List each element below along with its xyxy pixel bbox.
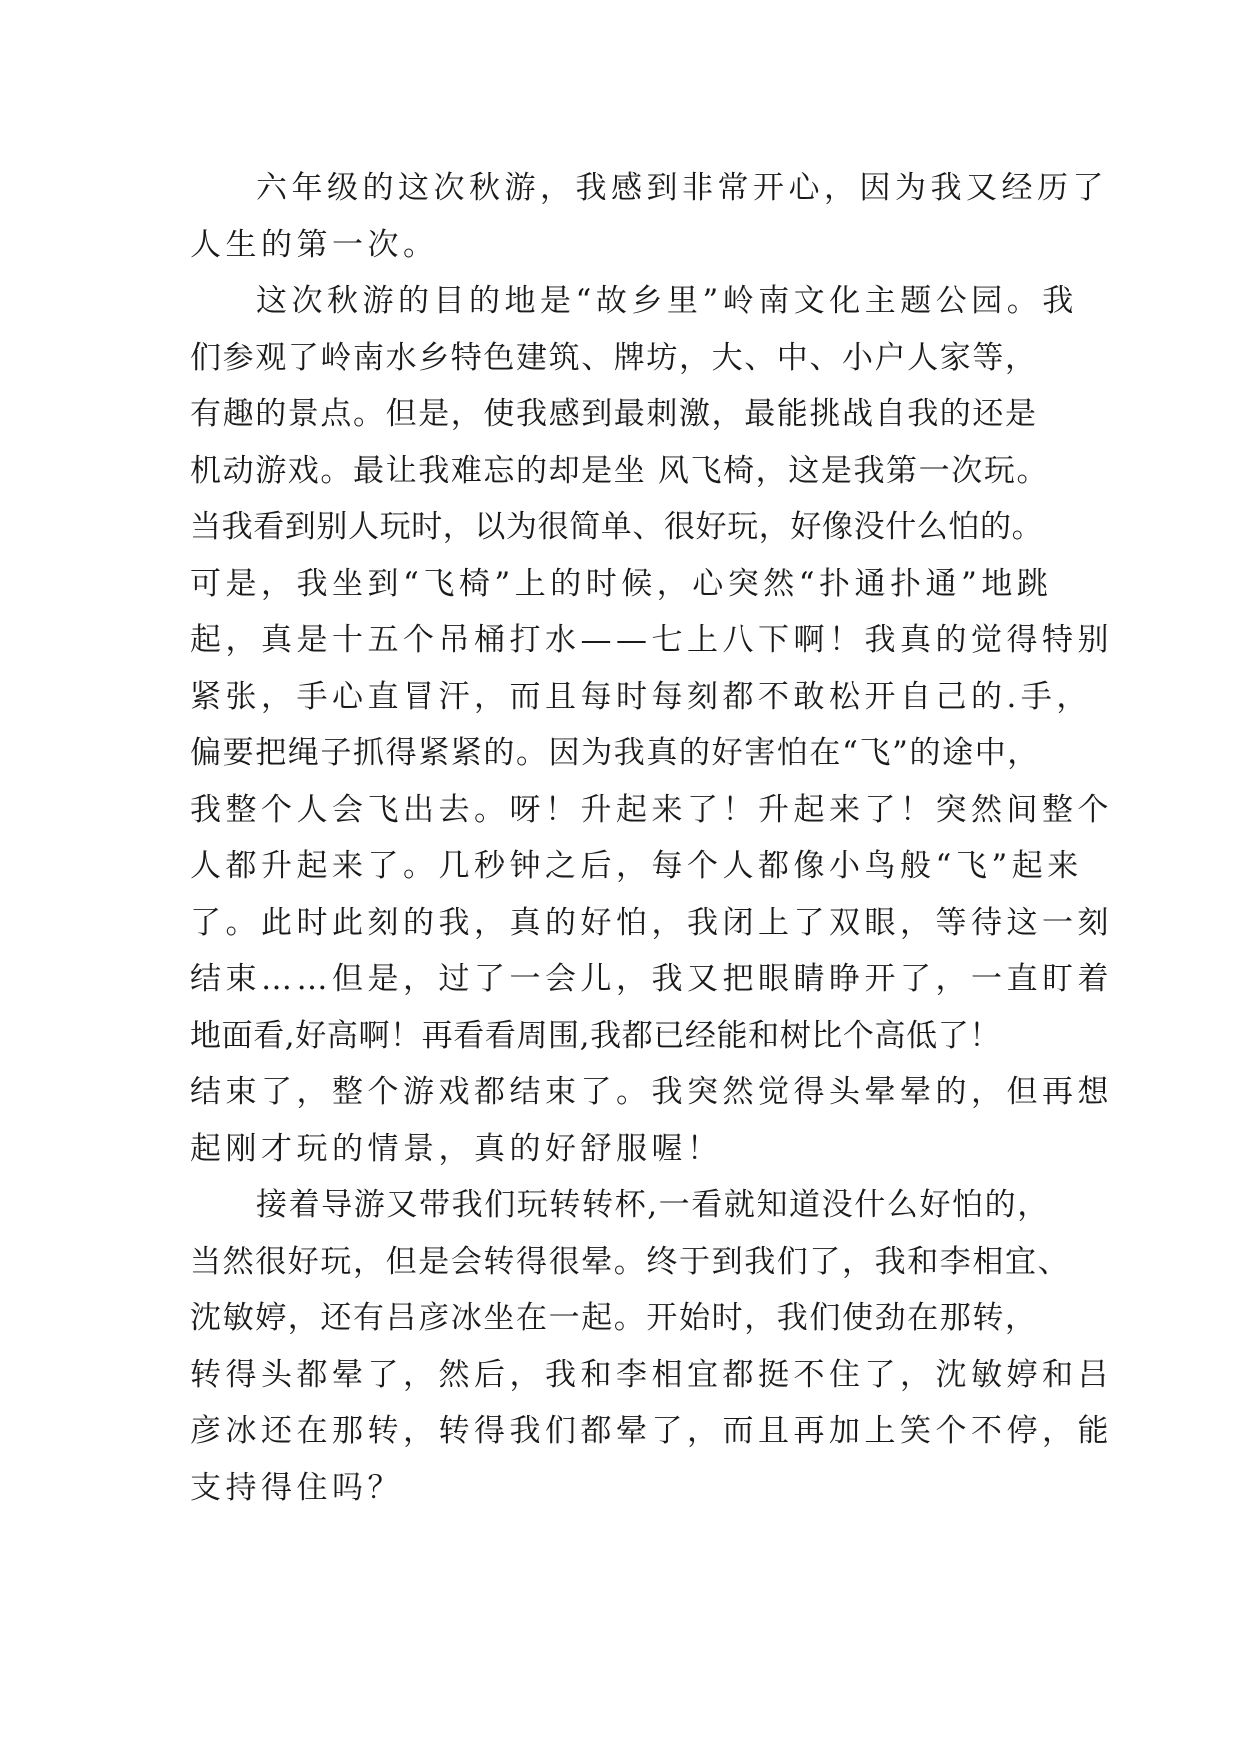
paragraph-2-line-2: 们参观了岭南水乡特色建筑、牌坊，大、中、小户人家等， [190, 339, 1038, 376]
paragraph-3-line-2: 当然很好玩，但是会转得很晕。终于到我们了，我和李相宜、 [190, 1243, 1071, 1280]
paragraph-2-line-9: 偏要把绳子抓得紧紧的。因为我真的好害怕在“飞”的途中， [190, 735, 1040, 771]
paragraph-2-line-15: 结束了，整个游戏都结束了。我突然觉得头晕晕的，但再想 [190, 1074, 1113, 1110]
paragraph-2-line-14: 地面看,好高啊！再看看周围,我都已经能和树比个高低了！ [190, 1017, 1001, 1054]
paragraph-2-line-5: 当我看到别人玩时，以为很简单、很好玩，好像没什么怕的。 [190, 509, 1044, 545]
paragraph-2-line-16: 起刚才玩的情景，真的好舒服喔！ [190, 1130, 723, 1167]
paragraph-2-line-11: 人都升起来了。几秒钟之后，每个人都像小鸟般“飞”起来 [190, 848, 1083, 884]
essay-body [190, 160, 1113, 1516]
paragraph-3-line-6: 支持得住吗？ [190, 1469, 403, 1506]
paragraph-3-line-5: 彦冰还在那转，转得我们都晕了，而且再加上笑个不停，能 [190, 1413, 1113, 1449]
paragraph-3-line-4: 转得头都晕了，然后，我和李相宜都挺不住了，沈敏婷和吕 [190, 1356, 1113, 1393]
paragraph-2-line-1: 这次秋游的目的地是“故乡里”岭南文化主题公园。我 [256, 283, 1078, 319]
paragraph-2-line-4: 机动游戏。最让我难忘的却是坐 风飞椅，这是我第一次玩。 [190, 452, 1050, 489]
paragraph-3-line-1: 接着导游又带我们玩转转杯,一看就知道没什么好怕的， [256, 1187, 1050, 1223]
paragraph-2-line-7: 起，真是十五个吊桶打水——七上八下啊！我真的觉得特别 [190, 622, 1113, 658]
paragraph-1-line-2: 人生的第一次。 [190, 226, 439, 263]
paragraph-2-line-13: 结束……但是，过了一会儿，我又把眼睛睁开了，一直盯着 [190, 961, 1113, 997]
paragraph-2-line-8: 紧张，手心直冒汗，而且每时每刻都不敢松开自己的.手， [190, 678, 1092, 715]
paragraph-3-line-3: 沈敏婷，还有吕彦冰坐在一起。开始时，我们使劲在那转， [190, 1300, 1038, 1336]
paragraph-2-line-3: 有趣的景点。但是，使我感到最刺激，最能挑战自我的还是 [190, 396, 1038, 432]
paragraph-2-line-12: 了。此时此刻的我，真的好怕，我闭上了双眼，等待这一刻 [190, 904, 1113, 941]
paragraph-1-line-1: 六年级的这次秋游，我感到非常开心，因为我又经历了 [256, 170, 1108, 206]
paragraph-2-line-10: 我整个人会飞出去。呀！升起来了！升起来了！突然间整个 [190, 791, 1113, 828]
paragraph-2-line-6: 可是，我坐到“飞椅”上的时候，心突然“扑通扑通”地跳 [190, 565, 1053, 602]
